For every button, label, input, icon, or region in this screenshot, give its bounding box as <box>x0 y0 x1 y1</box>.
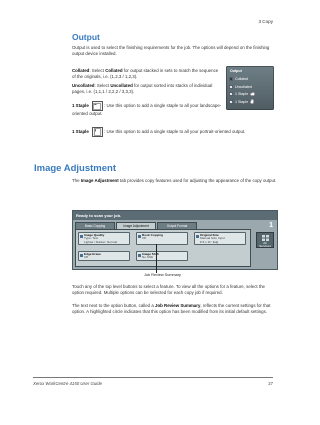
radio-icon <box>229 85 233 89</box>
button-label: Edge Erase <box>84 251 101 256</box>
original-size-icon <box>196 235 199 238</box>
image-adjustment-intro <box>72 178 278 184</box>
button-label: Image Quality <box>84 232 105 237</box>
copy-count: 1 <box>269 222 273 229</box>
callout-line <box>156 244 157 273</box>
output-options-panel <box>226 66 274 110</box>
output-option-collated[interactable] <box>229 76 271 83</box>
all-services-button[interactable] <box>256 232 274 248</box>
tab-image-adjustment[interactable]: Image Adjustment <box>116 222 156 229</box>
output-option-label: 1 Staple <box>235 92 249 97</box>
edge-erase-button[interactable] <box>78 251 130 261</box>
button-label: Image Shift <box>142 251 159 256</box>
output-option-label: 1 Staple <box>235 99 249 104</box>
staple-small-icon <box>250 99 254 104</box>
page-number: 27 <box>268 381 273 386</box>
screen-status-message: Ready to scan your job. <box>76 212 122 218</box>
button-summary: Off <box>84 255 89 260</box>
button-summary: No Shift <box>142 255 154 260</box>
output-heading: Output <box>72 32 100 42</box>
tab-basic-copying[interactable]: Basic Copying <box>75 222 115 229</box>
para3-text-a: The text next to the option button, called a <box>72 303 155 308</box>
image-quality-icon <box>80 235 83 238</box>
image-adjustment-screen <box>72 210 278 270</box>
staple-landscape-icon <box>92 101 103 111</box>
collated-term-2: Collated <box>105 68 123 73</box>
original-size-button[interactable] <box>194 232 246 245</box>
output-option-uncollated[interactable] <box>229 84 271 91</box>
button-summary: Manual Size Input 8.5 x 11" Edg <box>200 236 225 244</box>
staple-portrait-icon <box>92 127 103 137</box>
running-head: 3 Copy <box>258 19 273 24</box>
output-option-staple-portrait[interactable] <box>229 99 271 106</box>
collated-term: Collated <box>72 68 90 73</box>
radio-icon <box>229 92 233 96</box>
footer-title: Xerox WorkCentre 4150 User Guide <box>33 381 103 386</box>
staple-small-icon <box>250 92 255 96</box>
button-label: Original Size <box>200 232 219 237</box>
image-adjustment-heading: Image Adjustment <box>34 163 116 174</box>
intro-term: Image Adjustment <box>80 178 119 183</box>
staple-portrait-paragraph <box>72 127 278 137</box>
output-panel-title: Output <box>230 69 242 73</box>
button-label: Book Copying <box>142 232 163 237</box>
button-summary: Off <box>142 236 147 241</box>
all-services-label: All Services <box>259 241 271 249</box>
output-option-label: Collated <box>235 77 249 82</box>
para3-text-b: , reflects the current settings for that option. A highlighted circle indicates that this option has been modified from its initial default settings. <box>72 303 271 315</box>
radio-selected-icon <box>229 77 233 81</box>
all-services-icon <box>262 235 269 241</box>
staple-landscape-term: 1 Staple <box>72 102 89 108</box>
image-shift-icon <box>138 254 141 257</box>
image-adjustment-paragraph-3 <box>72 303 278 315</box>
footer-rule <box>33 377 273 378</box>
book-copying-button[interactable] <box>136 232 188 245</box>
uncollated-term: Uncollated <box>72 83 95 88</box>
collated-paragraph <box>72 68 222 80</box>
collated-text-a: : Select <box>89 68 106 73</box>
tab-output-format[interactable]: Output Format <box>157 222 197 229</box>
uncollated-paragraph <box>72 83 222 95</box>
tab-panel <box>75 229 251 267</box>
para3-term: Job Review Summary <box>155 303 201 308</box>
output-option-staple-landscape[interactable] <box>229 91 271 98</box>
button-summary: Type: Text Lighter / Darker: Normal <box>84 236 118 244</box>
staple-portrait-text: : Use this option to add a single staple to all your portrait-oriented output. <box>102 128 246 134</box>
image-adjustment-paragraph-2: Touch any of the top level buttons to select a feature. To view all the options for a feature, select the option required. Multiple options can be selected for each copy job if required. <box>72 284 265 296</box>
edge-erase-icon <box>80 254 83 257</box>
image-quality-button[interactable] <box>78 232 130 245</box>
radio-icon <box>229 100 233 104</box>
image-shift-button[interactable] <box>136 251 188 261</box>
uncollated-text-a: : Select <box>94 83 111 88</box>
book-copying-icon <box>138 235 141 238</box>
uncollated-text-b: for output sorted into stacks of individual pages, i.e. (1,1,1 / 2,2,2 / 3,3,3). <box>72 83 213 95</box>
staple-landscape-text: : Use this option to add a single staple to all your landscape-oriented output. <box>72 102 222 116</box>
intro-text-a: The <box>72 178 81 183</box>
intro-text-b: tab provides copy features used for adjusting the appearance of the copy output. <box>118 178 277 183</box>
output-intro: Output is used to select the finishing requirements for the job. The options will depend on the finishing output device installed. <box>72 45 270 57</box>
collated-text-b: for output stacked in sets to match the sequence of the originals, i.e. (1,2,3 / 1,2,3). <box>72 68 219 80</box>
staple-portrait-term: 1 Staple <box>72 128 89 134</box>
staple-landscape-paragraph <box>72 101 227 117</box>
output-option-label: Uncollated <box>235 84 252 89</box>
callout-label: Job Review Summary <box>144 273 181 277</box>
uncollated-term-2: Uncollated <box>110 83 133 88</box>
